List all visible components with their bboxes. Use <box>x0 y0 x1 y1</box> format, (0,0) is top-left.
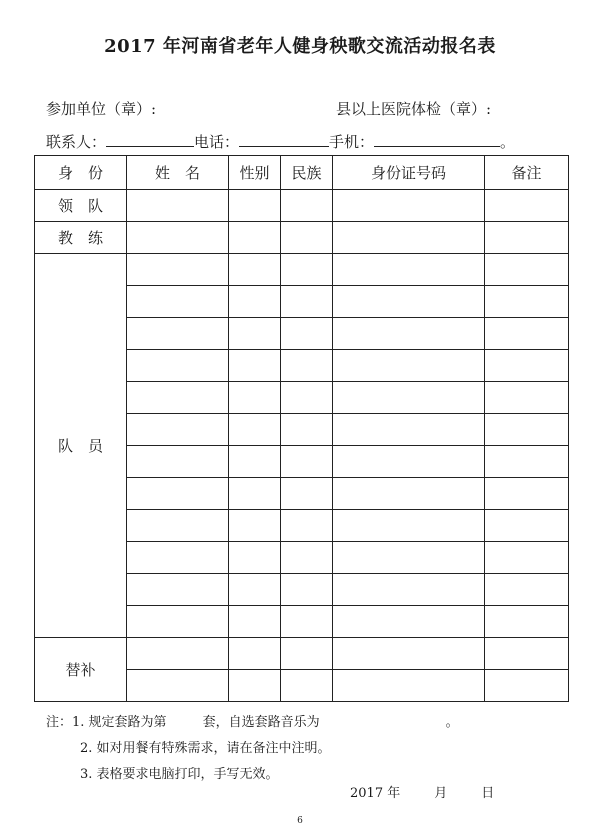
table-cell[interactable] <box>333 286 485 318</box>
table-row-member <box>35 254 569 286</box>
table-cell[interactable] <box>333 414 485 446</box>
date-year: 2017 年 <box>350 786 401 801</box>
table-cell[interactable] <box>229 574 281 606</box>
table-cell[interactable] <box>333 574 485 606</box>
hospital-label: 县以上医院体检（章）: <box>336 100 492 118</box>
notes-prefix: 注： <box>46 715 73 730</box>
header-name: 姓 名 <box>127 156 229 190</box>
table-cell[interactable] <box>281 446 333 478</box>
note-2: 2. 如对用餐有特殊需求，请在备注中注明。 <box>80 741 331 756</box>
header-gender: 性别 <box>229 156 281 190</box>
table-cell[interactable] <box>229 382 281 414</box>
table-header-row <box>35 156 569 190</box>
phone-label: 电话： <box>194 133 240 151</box>
table-cell[interactable] <box>333 670 485 702</box>
table-cell[interactable] <box>281 318 333 350</box>
note-1-part-a: 1. 规定套路为第 <box>72 715 167 730</box>
header-ethnicity: 民族 <box>281 156 333 190</box>
unit-label: 参加单位（章）: <box>46 100 157 118</box>
date-line <box>350 782 494 801</box>
role-leader: 领 队 <box>35 190 127 222</box>
table-cell[interactable] <box>281 190 333 222</box>
table-cell[interactable] <box>281 414 333 446</box>
header-identity: 身 份 <box>35 156 127 190</box>
table-cell[interactable] <box>333 222 485 254</box>
table-cell[interactable] <box>229 542 281 574</box>
table-cell[interactable] <box>485 638 569 670</box>
table-cell[interactable] <box>127 638 229 670</box>
table-cell[interactable] <box>229 670 281 702</box>
table-cell[interactable] <box>127 478 229 510</box>
header-remarks: 备注 <box>485 156 569 190</box>
note-3: 3. 表格要求电脑打印，手写无效。 <box>80 767 279 782</box>
table-cell[interactable] <box>485 318 569 350</box>
table-cell[interactable] <box>127 670 229 702</box>
date-month: 月 <box>434 786 448 801</box>
table-cell[interactable] <box>281 510 333 542</box>
table-cell[interactable] <box>485 350 569 382</box>
table-cell[interactable] <box>127 414 229 446</box>
role-members: 队 员 <box>35 254 127 638</box>
table-cell[interactable] <box>229 190 281 222</box>
table-cell[interactable] <box>333 606 485 638</box>
table-cell[interactable] <box>485 286 569 318</box>
notes-section <box>46 710 459 788</box>
mobile-field[interactable] <box>374 130 500 147</box>
contact-line <box>46 130 515 152</box>
table-cell[interactable] <box>485 254 569 286</box>
table-cell[interactable] <box>281 606 333 638</box>
table-cell[interactable] <box>333 478 485 510</box>
table-cell[interactable] <box>229 446 281 478</box>
table-cell[interactable] <box>229 638 281 670</box>
table-cell[interactable] <box>127 606 229 638</box>
table-row-leader <box>35 190 569 222</box>
table-cell[interactable] <box>485 478 569 510</box>
table-cell[interactable] <box>333 542 485 574</box>
table-cell[interactable] <box>229 222 281 254</box>
role-substitute: 替补 <box>35 638 127 702</box>
table-cell[interactable] <box>229 318 281 350</box>
table-cell[interactable] <box>229 414 281 446</box>
table-cell[interactable] <box>485 670 569 702</box>
table-cell[interactable] <box>127 350 229 382</box>
note-1-part-b: 套，自选套路音乐为 <box>202 715 320 730</box>
table-cell[interactable] <box>281 638 333 670</box>
table-cell[interactable] <box>485 606 569 638</box>
table-cell[interactable] <box>127 254 229 286</box>
table-cell[interactable] <box>333 510 485 542</box>
table-cell[interactable] <box>333 638 485 670</box>
table-cell[interactable] <box>485 382 569 414</box>
mobile-label: 手机： <box>329 133 375 151</box>
table-cell[interactable] <box>281 478 333 510</box>
table-cell[interactable] <box>127 510 229 542</box>
table-cell[interactable] <box>127 286 229 318</box>
table-cell[interactable] <box>281 574 333 606</box>
table-cell[interactable] <box>333 254 485 286</box>
table-cell[interactable] <box>127 222 229 254</box>
table-cell[interactable] <box>229 350 281 382</box>
table-cell[interactable] <box>281 350 333 382</box>
table-cell[interactable] <box>229 606 281 638</box>
table-cell[interactable] <box>281 286 333 318</box>
table-cell[interactable] <box>485 222 569 254</box>
registration-table <box>34 155 569 702</box>
contact-label: 联系人： <box>46 133 107 151</box>
table-cell[interactable] <box>333 350 485 382</box>
table-cell[interactable] <box>281 222 333 254</box>
role-coach: 教 练 <box>35 222 127 254</box>
table-row-substitute <box>35 638 569 670</box>
contact-field[interactable] <box>106 130 194 147</box>
table-cell[interactable] <box>485 414 569 446</box>
phone-field[interactable] <box>239 130 329 147</box>
unit-line <box>46 98 566 120</box>
note-1 <box>46 710 459 736</box>
table-cell[interactable] <box>281 542 333 574</box>
table-cell[interactable] <box>281 254 333 286</box>
table-cell[interactable] <box>333 446 485 478</box>
table-cell[interactable] <box>485 190 569 222</box>
table-cell[interactable] <box>127 190 229 222</box>
table-cell[interactable] <box>485 446 569 478</box>
table-cell[interactable] <box>281 670 333 702</box>
table-cell[interactable] <box>127 382 229 414</box>
table-cell[interactable] <box>229 254 281 286</box>
table-cell[interactable] <box>485 574 569 606</box>
table-cell[interactable] <box>281 382 333 414</box>
table-cell[interactable] <box>485 542 569 574</box>
table-cell[interactable] <box>127 574 229 606</box>
line-period: 。 <box>500 133 516 151</box>
form-title: 2017 年河南省老年人健身秧歌交流活动报名表 <box>104 36 496 57</box>
table-cell[interactable] <box>229 478 281 510</box>
table-cell[interactable] <box>333 190 485 222</box>
date-day: 日 <box>481 786 495 801</box>
table-cell[interactable] <box>333 382 485 414</box>
table-cell[interactable] <box>485 510 569 542</box>
header-id-number: 身份证号码 <box>333 156 485 190</box>
page-number: 6 <box>297 816 303 826</box>
table-cell[interactable] <box>229 510 281 542</box>
table-cell[interactable] <box>333 318 485 350</box>
table-row-coach <box>35 222 569 254</box>
table-cell[interactable] <box>127 318 229 350</box>
table-cell[interactable] <box>229 286 281 318</box>
note-1-part-c: 。 <box>445 715 459 730</box>
table-cell[interactable] <box>127 446 229 478</box>
table-cell[interactable] <box>127 542 229 574</box>
